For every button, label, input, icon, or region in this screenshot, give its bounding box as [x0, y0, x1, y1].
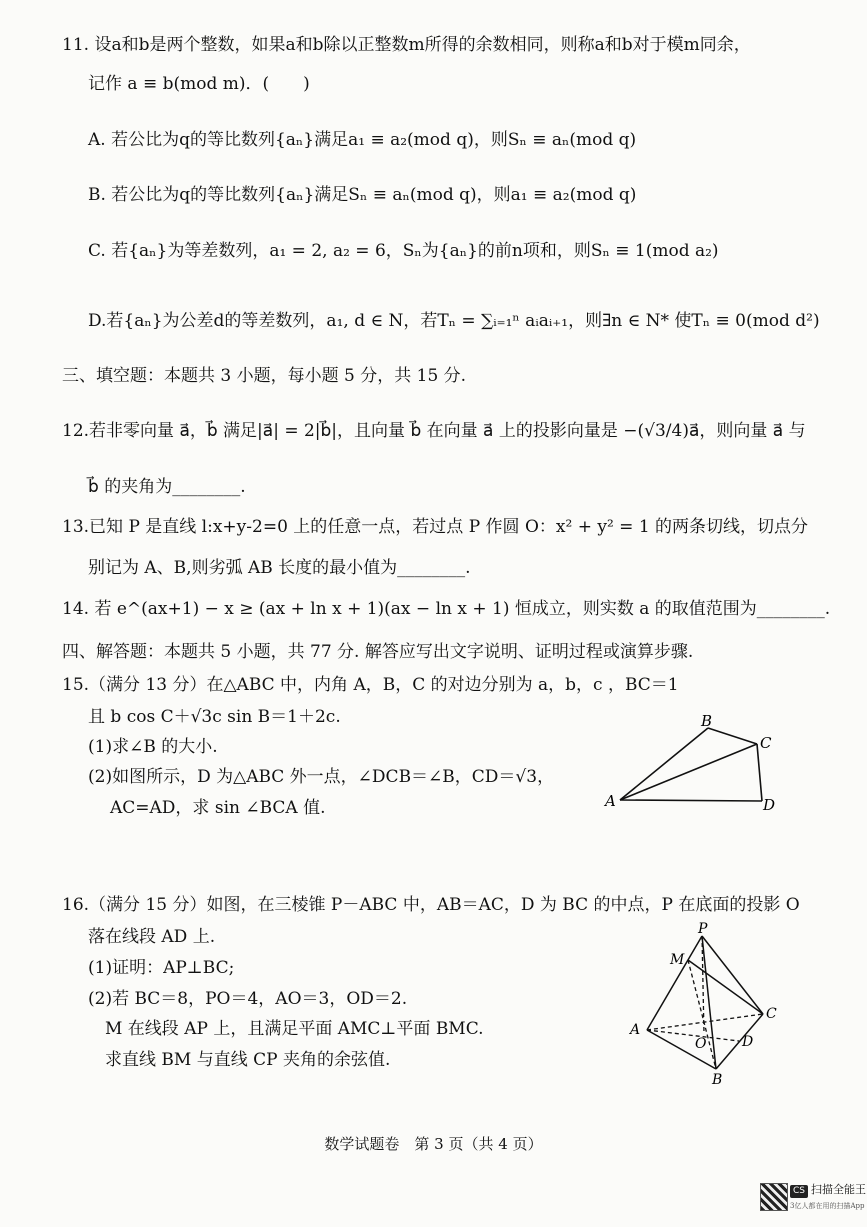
q16-line3: (1)证明：AP⊥BC;: [88, 958, 235, 978]
q16-label-o: O: [695, 1036, 707, 1052]
q14-line: 14. 若 e^(ax+1) − x ≥ (ax + ln x + 1)(ax − ln x + 1) 恒成立，则实数 a 的取值范围为________.: [62, 599, 831, 619]
q16-label-d: D: [742, 1034, 754, 1050]
watermark-subtitle: 3亿人都在用的扫描App: [790, 1202, 865, 1210]
q16-label-c: C: [766, 1006, 777, 1022]
cs-badge: CS: [790, 1185, 808, 1198]
section-3-heading: 三、填空题：本题共 3 小题，每小题 5 分，共 15 分.: [62, 366, 467, 386]
scanner-watermark: [790, 1183, 866, 1213]
q16-label-a: A: [630, 1022, 641, 1038]
q12-line2: b⃗ 的夹角为________.: [88, 477, 246, 497]
q11-option-b: B. 若公比为q的等比数列{aₙ}满足Sₙ ≡ aₙ(mod q)，则a₁ ≡ a₂(mod q): [88, 185, 637, 205]
q16-line6: 求直线 BM 与直线 CP 夹角的余弦值.: [105, 1050, 391, 1070]
q16-label-m: M: [670, 952, 685, 968]
q12-line1: 12.若非零向量 a⃗，b⃗ 满足|a⃗| = 2|b⃗|，且向量 b⃗ 在向量 a⃗ 上的投影向量是 −(√3/4)a⃗，则向量 a⃗ 与: [62, 421, 806, 441]
q15-label-b: B: [701, 712, 713, 730]
q13-line2: 别记为 A、B,则劣弧 AB 长度的最小值为________.: [88, 558, 471, 578]
q16-line2: 落在线段 AD 上.: [88, 927, 216, 947]
q11-stem-line1: 11. 设a和b是两个整数，如果a和b除以正整数m所得的余数相同，则称a和b对于模m同余，: [62, 35, 751, 55]
q15-line1: 15.（满分 13 分）在△ABC 中，内角 A，B，C 的对边分别为 a，b，c ，BC＝1: [62, 675, 679, 695]
q11-stem-line2: 记作 a ≡ b(mod m)．( ): [88, 74, 310, 94]
q16-line4: (2)若 BC＝8，PO＝4，AO＝3，OD＝2.: [88, 989, 408, 1009]
section-4-heading: 四、解答题：本题共 5 小题，共 77 分. 解答应写出文字说明、证明过程或演算步骤.: [62, 642, 694, 662]
q15-quadrilateral-figure: [595, 708, 795, 820]
q15-line5: AC=AD，求 sin ∠BCA 值.: [110, 798, 326, 818]
q15-label-c: C: [760, 734, 772, 752]
q16-label-b: B: [712, 1072, 723, 1088]
q15-label-d: D: [763, 796, 776, 814]
watermark-title: 扫描全能王: [811, 1183, 866, 1196]
q16-tetrahedron-figure: [620, 918, 790, 1090]
q16-line1: 16.（满分 15 分）如图，在三棱锥 P－ABC 中，AB＝AC，D 为 BC 的中点，P 在底面的投影 O: [62, 895, 800, 915]
q15-line4: (2)如图所示，D 为△ABC 外一点，∠DCB＝∠B，CD＝√3，: [88, 767, 555, 787]
q15-line2: 且 b cos C＋√3c sin B＝1＋2c.: [88, 707, 341, 727]
qr-code-icon: [760, 1183, 788, 1211]
q15-line3: (1)求∠B 的大小.: [88, 737, 218, 757]
q16-line5: M 在线段 AP 上，且满足平面 AMC⊥平面 BMC.: [105, 1019, 484, 1039]
q11-option-a: A. 若公比为q的等比数列{aₙ}满足a₁ ≡ a₂(mod q)，则Sₙ ≡ aₙ(mod q): [88, 130, 637, 150]
q15-label-a: A: [605, 792, 616, 810]
page-footer: 数学试题卷 第 3 页（共 4 页）: [324, 1135, 543, 1153]
q11-option-d: D.若{aₙ}为公差d的等差数列，a₁, d ∈ N，若Tₙ = ∑ᵢ₌₁ⁿ aᵢaᵢ₊₁，则∃n ∈ N* 使Tₙ ≡ 0(mod d²): [88, 311, 820, 331]
q13-line1: 13.已知 P 是直线 l:x+y-2=0 上的任意一点，若过点 P 作圆 O：x² + y² = 1 的两条切线，切点分: [62, 517, 809, 537]
q16-label-p: P: [698, 921, 708, 937]
q11-option-c: C. 若{aₙ}为等差数列，a₁ = 2, a₂ = 6，Sₙ为{aₙ}的前n项和，则Sₙ ≡ 1(mod a₂): [88, 241, 719, 261]
